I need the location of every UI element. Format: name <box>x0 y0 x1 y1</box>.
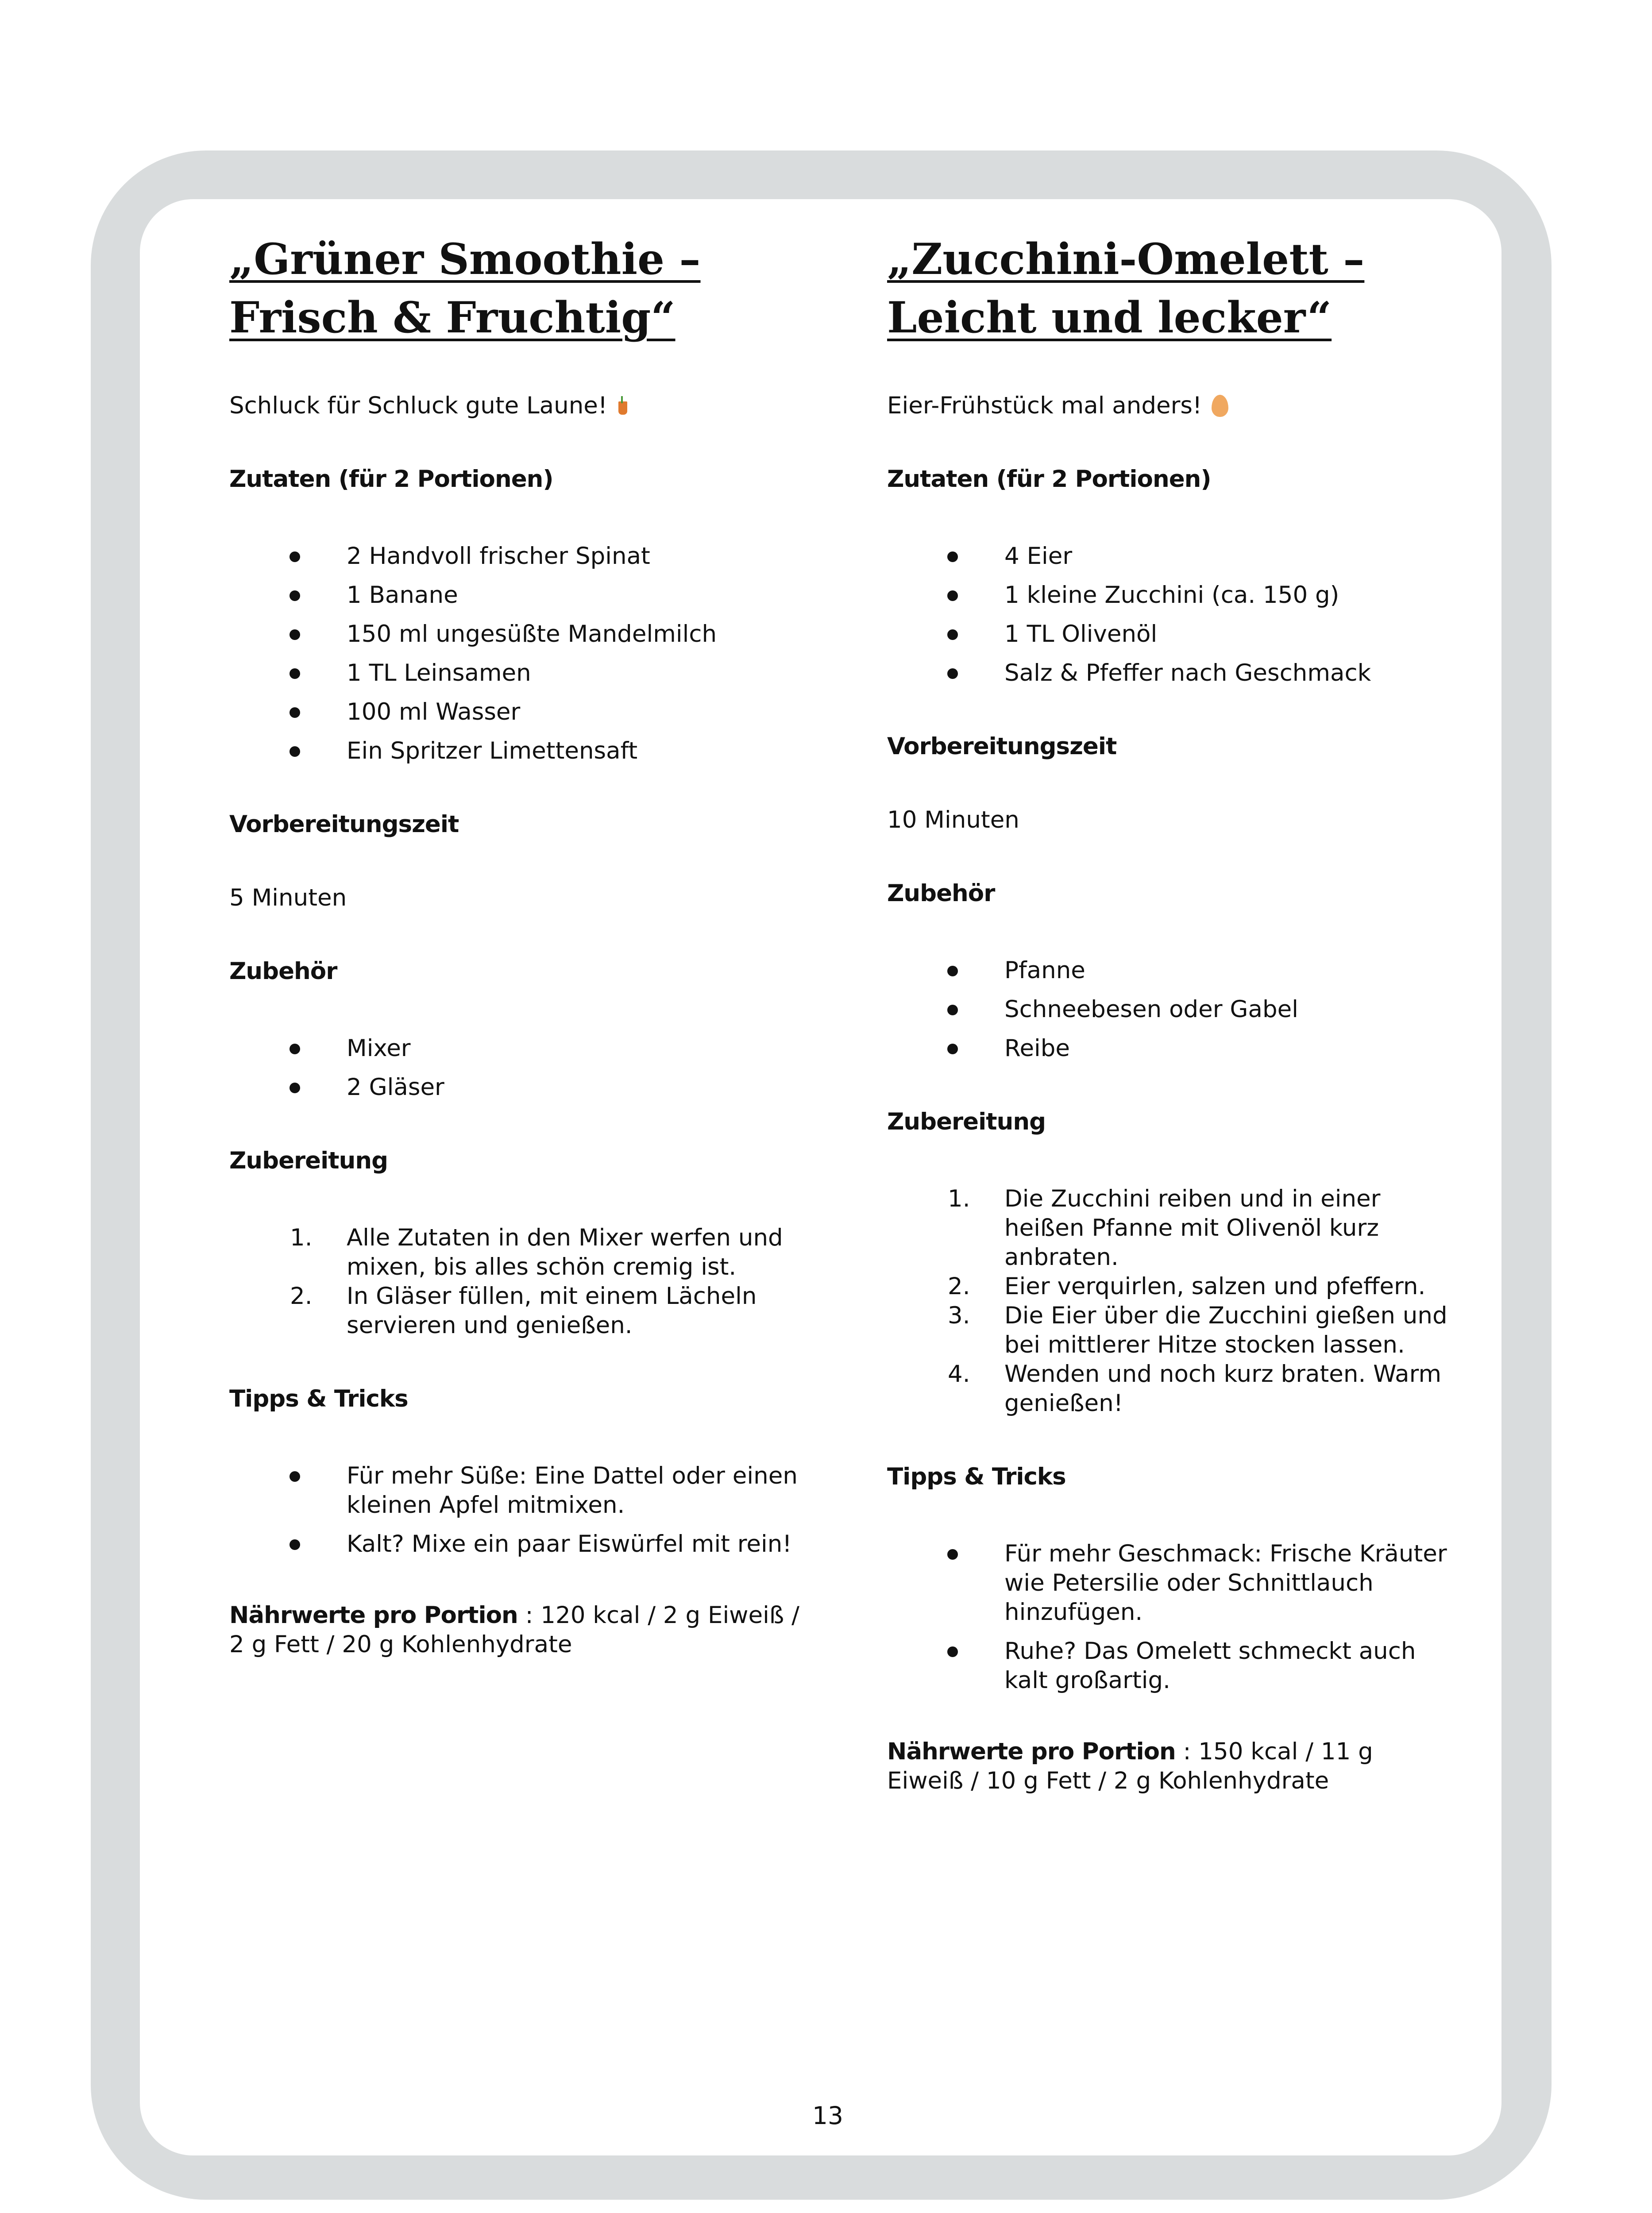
title-line-1: „Zucchini-Omelett – <box>887 234 1365 284</box>
step-number: 2. <box>290 1283 313 1310</box>
list-item <box>887 1184 1454 1272</box>
step-number: 1. <box>948 1185 970 1212</box>
step-number: 1. <box>290 1224 313 1251</box>
recipe-intro <box>229 391 814 420</box>
step-text: Eier verquirlen, salzen und pfeffern. <box>1004 1273 1426 1300</box>
list-item <box>229 1282 814 1340</box>
list-item: Schneebesen oder Gabel <box>887 995 1454 1024</box>
tips-heading: Tipps & Tricks <box>229 1385 408 1412</box>
ingredients-list <box>887 542 1454 688</box>
title-line-1: „Grüner Smoothie – <box>229 234 701 284</box>
tools-list <box>887 956 1454 1063</box>
list-item <box>887 1360 1454 1418</box>
ingredients-list <box>229 542 814 766</box>
egg-icon <box>1212 395 1228 417</box>
list-item: 2 Handvoll frischer Spinat <box>229 542 814 571</box>
nutrition-label: Nährwerte pro Portion <box>887 1738 1176 1765</box>
list-item: Reibe <box>887 1034 1454 1063</box>
step-text: Alle Zutaten in den Mixer werfen und mixen, bis alles schön cremig ist. <box>347 1224 783 1280</box>
list-item: 1 TL Leinsamen <box>229 659 814 688</box>
step-text: Die Zucchini reiben und in einer heißen Pfanne mit Olivenöl kurz anbraten. <box>1004 1185 1381 1271</box>
tropical-drink-icon <box>617 396 629 416</box>
intro-text: Eier-Frühstück mal anders! <box>887 392 1202 419</box>
recipe-omelett <box>887 230 1454 1796</box>
list-item: Pfanne <box>887 956 1454 985</box>
list-item: 1 Banane <box>229 581 814 610</box>
list-item: 2 Gläser <box>229 1073 814 1102</box>
list-item: Für mehr Süße: Eine Dattel oder einen kleinen Apfel mitmixen. <box>229 1461 814 1520</box>
recipe-smoothie <box>229 230 814 1659</box>
tips-heading: Tipps & Tricks <box>887 1463 1066 1490</box>
nutrition-info <box>887 1737 1454 1796</box>
ingredients-heading: Zutaten (für 2 Portionen) <box>887 466 1211 493</box>
recipe-title <box>229 230 814 347</box>
list-item: Für mehr Geschmack: Frische Kräuter wie Petersilie oder Schnittlauch hinzufügen. <box>887 1539 1454 1627</box>
list-item: Kalt? Mixe ein paar Eiswürfel mit rein! <box>229 1530 814 1559</box>
nutrition-value: : 120 kcal / 2 g Eiweiß / 2 g Fett / 20 g Kohlenhydrate <box>229 1602 799 1658</box>
step-number: 4. <box>948 1361 970 1388</box>
nutrition-info <box>229 1601 814 1659</box>
tools-heading: Zubehör <box>887 880 995 907</box>
tips-list <box>887 1539 1454 1695</box>
prep-value: 10 Minuten <box>887 806 1019 833</box>
recipe-intro <box>887 391 1454 420</box>
nutrition-value: : 150 kcal / 11 g Eiweiß / 10 g Fett / 2 g Kohlenhydrate <box>887 1738 1373 1794</box>
page-number: 13 <box>812 2101 843 2130</box>
ingredients-heading: Zutaten (für 2 Portionen) <box>229 466 553 493</box>
steps-heading: Zubereitung <box>229 1147 388 1174</box>
title-line-2: Leicht und lecker“ <box>887 293 1332 343</box>
list-item <box>229 1223 814 1282</box>
prep-heading: Vorbereitungszeit <box>229 811 459 838</box>
nutrition-label: Nährwerte pro Portion <box>229 1602 518 1629</box>
list-item <box>887 1272 1454 1301</box>
list-item: Salz & Pfeffer nach Geschmack <box>887 659 1454 688</box>
list-item: Ruhe? Das Omelett schmeckt auch kalt großartig. <box>887 1637 1454 1695</box>
tools-list <box>229 1034 814 1102</box>
step-text: In Gläser füllen, mit einem Lächeln servieren und genießen. <box>347 1283 757 1339</box>
intro-text: Schluck für Schluck gute Laune! <box>229 392 608 419</box>
list-item: Ein Spritzer Limettensaft <box>229 736 814 766</box>
list-item: 1 TL Olivenöl <box>887 620 1454 649</box>
list-item <box>887 1301 1454 1360</box>
list-item: 4 Eier <box>887 542 1454 571</box>
steps-heading: Zubereitung <box>887 1108 1046 1135</box>
list-item: 100 ml Wasser <box>229 698 814 727</box>
prep-heading: Vorbereitungszeit <box>887 733 1117 760</box>
title-line-2: Frisch & Fruchtig“ <box>229 293 675 343</box>
steps-list <box>229 1223 814 1340</box>
list-item: Mixer <box>229 1034 814 1063</box>
step-text: Die Eier über die Zucchini gießen und bei mittlerer Hitze stocken lassen. <box>1004 1302 1447 1358</box>
step-number: 2. <box>948 1273 970 1300</box>
list-item: 150 ml ungesüßte Mandelmilch <box>229 620 814 649</box>
step-number: 3. <box>948 1302 970 1329</box>
prep-value: 5 Minuten <box>229 884 347 911</box>
tools-heading: Zubehör <box>229 958 337 985</box>
list-item: 1 kleine Zucchini (ca. 150 g) <box>887 581 1454 610</box>
recipe-title <box>887 230 1454 347</box>
step-text: Wenden und noch kurz braten. Warm genießen! <box>1004 1361 1442 1417</box>
steps-list <box>887 1184 1454 1418</box>
tips-list <box>229 1461 814 1559</box>
